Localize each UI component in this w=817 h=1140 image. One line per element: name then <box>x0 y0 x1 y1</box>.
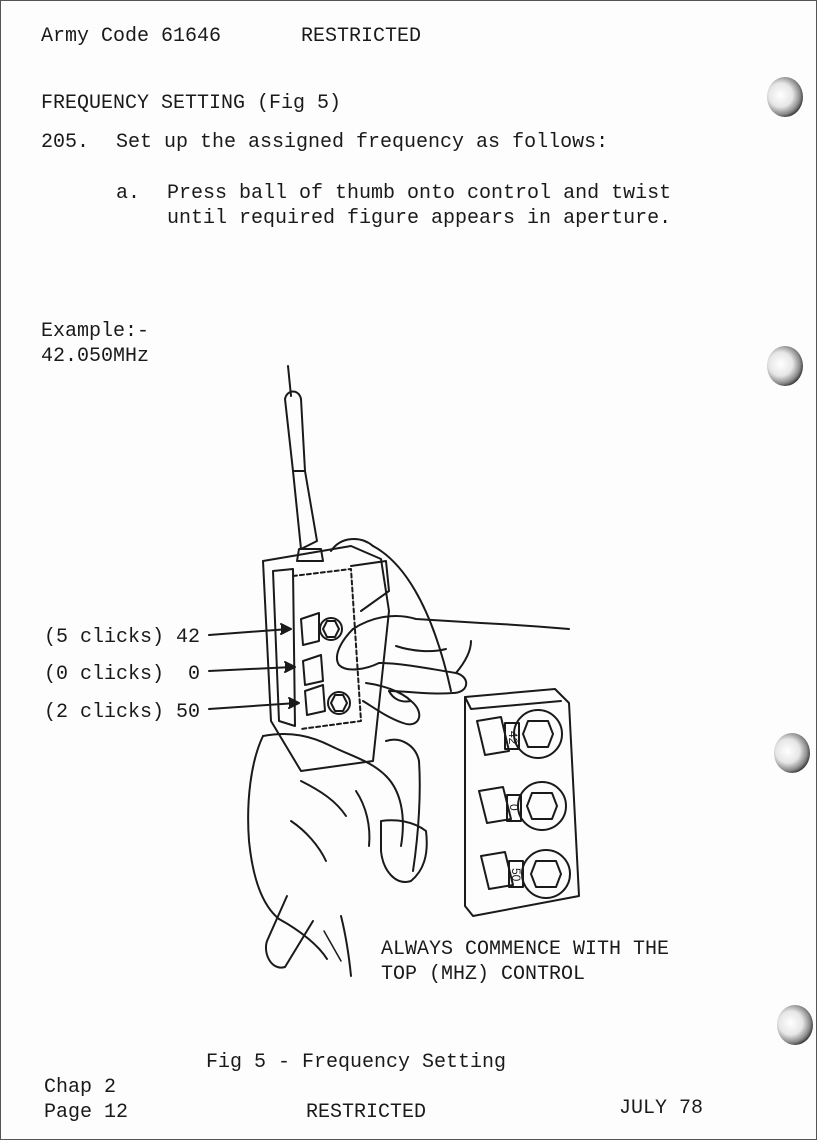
figure-note-line-2: TOP (MHZ) CONTROL <box>381 963 586 986</box>
header-classification: RESTRICTED <box>301 25 422 48</box>
dial-label-0: 0 <box>507 804 521 811</box>
dial-label-50: 50 <box>509 868 523 882</box>
radio-set-drawing <box>263 539 451 771</box>
control-detail-inset <box>465 689 579 916</box>
dial-label-42: 42 <box>506 731 520 745</box>
item-text-line-2: until required figure appears in aperture. <box>167 207 672 230</box>
figure-note-line-1: ALWAYS COMMENCE WITH THE <box>381 938 670 961</box>
callout-top-control: (5 clicks) 42 <box>44 626 201 649</box>
army-code: Army Code 61646 <box>41 25 222 48</box>
footer-classification: RESTRICTED <box>306 1101 427 1124</box>
callout-bottom-control: (2 clicks) 50 <box>44 701 201 724</box>
footer-date: JULY 78 <box>619 1097 704 1120</box>
item-letter: a. <box>116 182 141 205</box>
callout-middle-control: (0 clicks) 0 <box>44 663 201 686</box>
example-value: 42.050MHz <box>41 345 150 368</box>
paragraph-number: 205. <box>41 131 90 154</box>
section-title: FREQUENCY SETTING (Fig 5) <box>41 92 342 115</box>
figure-caption: Fig 5 - Frequency Setting <box>206 1051 507 1074</box>
antenna-drawing <box>285 366 323 561</box>
example-label: Example:- <box>41 320 150 343</box>
footer-chapter: Chap 2 <box>44 1076 117 1099</box>
item-text-line-1: Press ball of thumb onto control and twist <box>167 182 672 205</box>
right-hand-drawing <box>337 616 569 724</box>
footer-page: Page 12 <box>44 1101 129 1124</box>
callout-arrows <box>209 624 299 709</box>
paragraph-text: Set up the assigned frequency as follows: <box>116 131 609 154</box>
